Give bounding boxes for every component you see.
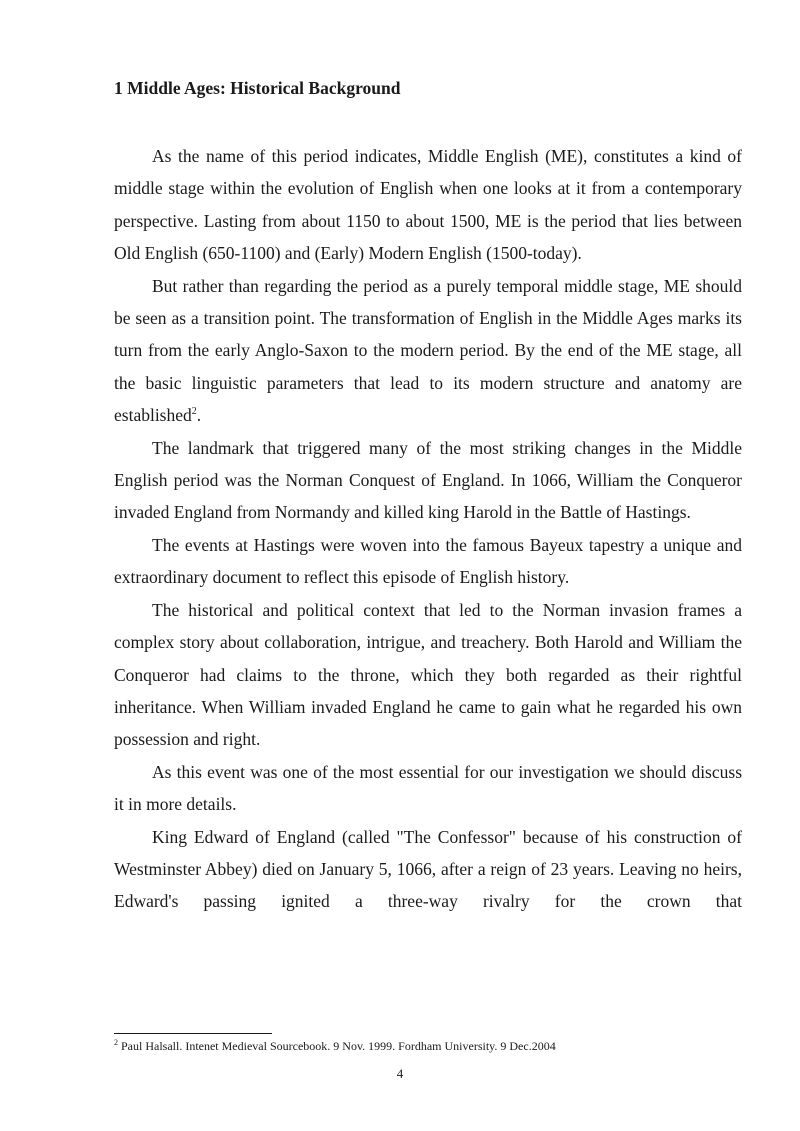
footnote-text: Paul Halsall. Intenet Medieval Sourcebook. 9 Nov. 1999. Fordham University. 9 Dec.2004 xyxy=(118,1039,556,1053)
paragraph-2 xyxy=(114,270,742,432)
section-heading: 1 Middle Ages: Historical Background xyxy=(114,78,401,98)
footnote xyxy=(114,1038,754,1054)
document-body xyxy=(114,74,742,918)
footnote-reference[interactable]: 2 xyxy=(191,406,197,418)
paragraph-4: The events at Hastings were woven into the famous Bayeux tapestry a unique and extraordinary document to reflect this episode of English history. xyxy=(114,534,742,588)
paragraph-2-text: But rather than regarding the period as a purely temporal middle stage, ME should be seen as a transition point. The transformation of English in the Middle Ages marks its turn from the early Anglo-Saxon to the modern period. By the end of the ME stage, all the basic linguistic parameters that lead to its modern structure and anatomy are established xyxy=(114,275,742,426)
footnote-divider xyxy=(114,1033,272,1034)
paragraph-3: The landmark that triggered many of the most striking changes in the Middle English period was the Norman Conquest of England. In 1066, William the Conqueror invaded England from Normandy and killed king Harold in the Battle of Hastings. xyxy=(114,437,742,523)
paragraph-2-end: . xyxy=(196,405,202,426)
footnote-marker: 2 xyxy=(114,1038,118,1047)
page-number: 4 xyxy=(396,1066,404,1081)
paragraph-5: The historical and political context that led to the Norman invasion frames a complex story about collaboration, intrigue, and treachery. Both Harold and William the Conqueror had claims to the throne, which they both regarded as their rightful inheritance. When William invaded England he came to gain what he regarded his own possession and right. xyxy=(114,599,742,750)
paragraph-6: As this event was one of the most essential for our investigation we should discuss it in more details. xyxy=(114,761,742,815)
paragraph-1: As the name of this period indicates, Middle English (ME), constitutes a kind of middle stage within the evolution of English when one looks at it from a contemporary perspective. Lasting from about 1150 to about 1500, ME is the period that lies between Old English (650-1100) and (Early) Modern English (1500-today). xyxy=(114,146,742,264)
paragraph-7: King Edward of England (called "The Confessor" because of his construction of Westminster Abbey) died on January 5, 1066, after a reign of 23 years. Leaving no heirs, Edward's passing ignited a three-way rivalry for the crown that xyxy=(114,826,742,912)
